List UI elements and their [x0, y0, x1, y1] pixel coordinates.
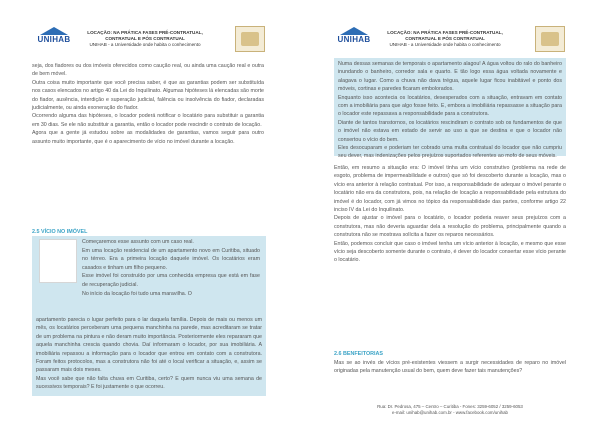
page-header: LOCAÇÃO: NA PRÁTICA FASES PRÉ-CONTRATUAL, CONTRATUAL E PÓS CONTRATUAL UNIHAB - a Universidade onde habita o conhecimento — [87, 30, 203, 47]
page-footer: Rua: Dr. Pedrosa, 475 – Centro – Curitiba - Fones: 3259-6052 / 3259-6053 e-mail: unihab@unihab.com.br - www.facebook.com/unihab — [377, 404, 523, 415]
page-header: LOCAÇÃO: NA PRÁTICA FASES PRÉ-CONTRATUAL, CONTRATUAL E PÓS CONTRATUAL UNIHAB - a Universidade onde habita o conhecimento — [387, 30, 503, 47]
case-body: apartamento parecia o lugar perfeito para o lar daquela família. Depois de mais ou menos um mês, os locatários perceberam uma pequena manchinha na parede, mas acreditaram se tratar de um problema na pintura e não deram muito importância. Posteriormente eles repararam que aquela manchinha crescia quando chovia. Daí informaram o locador, por sua imobiliária. A imobiliária repassou a informação para o locador que entrou em contato com a construtora. Foram feitos protocolos, mas a construtora não foi até o local verificar a situação, e, assim se passaram mais dois meses. Mas você sabe que não falta chuva em Curitiba, certo? E quem nunca viu uma semana de sucessivos temporais? E foi justamente o que ocorreu. — [36, 317, 262, 391]
right-body-text: Então, em resumo a situação era: O imóvel tinha um vício construtivo (problema na rede de esgoto, problema de impermeabilidade e outros) que só foi descoberto durante a locação, mas o vício era anterior à relação contratual. Por isso, a responsabilidade de adequar o imóvel perante o locatário não era da construtora, pois, na relação de locação a responsabilidade pela estrutura do imóvel é do locador, com já vimos no tópico da responsabilidade das partes, conforme artigo 22 inciso IV da Lei do Inquilinato. Depois de ajustar o imóvel para o locatário, o locador poderia reaver seus prejuízos com a construtora, mas não deveria aguardar dela a resolução do problema, principalmente quando a construtora não se mostrava solícita a fazer os reparos necessários. Então, podemos concluir que caso o imóvel tenha um vício anterior à locação, e mesmo que esse vício seja descoberto somente durante o contrato, é dever do locador consertar esse vício perante o locatário. — [334, 165, 566, 264]
case-intro: Começaremos esse assunto com um caso real. Em uma locação residencial de um apartamento novo em Curitiba, situado no térreo. Era a primeira locação daquele imóvel. Os locatários eram casados e tinham um filho pequeno. Esse imóvel foi construído por uma conhecida empresa que está em fase de recuperação judicial. No início da locação foi tudo uma maravilha. O — [82, 239, 260, 297]
closing-paragraph: Mas se ao invés de vícios pré-existentes viessem a surgir necessidades de reparo no imóvel originadas pela manutenção usual do bem, quem deve fazer tais manutenções? — [334, 360, 566, 375]
unihab-logo: UNIHAB — [332, 27, 376, 49]
seal-badge-icon — [235, 26, 265, 52]
image-placeholder — [39, 239, 77, 283]
case-continued-text: Numa dessas semanas de temporais o apartamento alagou! A água voltou do ralo do banheiro inundando o banheiro, corredor sala e quarto. E tão logo essa água voltada novamente e alagava o lugar. Como a chuva não dava trégua, aquele lugar ficou inabitável e ponto dos móveis, cortinas e paredes ficaram embolorados. Enquanto isso acontecia os locatários, desesperados com a situação, entravam em contato com a imobiliária para que algo fosse feito. E, embora a imobiliária repassasse a situação para o locador este repassava a responsabilidade para a construtora. Diante de tantos transtornos, os locatários rescindiram o contrato sob os fundamentos de que o imóvel não estava em estado de servir ao uso a que se destina e que o locador não consertou o vício do bem. Eles desocuparam e poderiam ter cobrado uma multa contratual do locador que não cumpriu seu dever, mas indenizações pelos prejuízos suportados referentes ao mofo de seus móveis. — [338, 61, 562, 160]
left-body-text: seja, dos fiadores ou dos imóveis oferecidos como caução real, ou ainda uma caução real e outra de bem móvel. Outra coisa muito importante que você precisa saber, é que as garantias podem ser substituída nos casos elencados no artigo 40 da Lei do Inquilinato. Algumas hipóteses lá elencadas são morte do fiador, ausência, interdição e superação judicial, falência ou insolvência do fiador, declaradas judicialmente, ou ainda exoneração do fiador. Ocorrendo alguma das hipóteses, o locador poderá notificar o locatário para substituir a garantia em 30 dias. Se ele não substituir a garantia, então o locador pode rescindir o contrato de locação. Agora que a gente já estudou sobre as modalidades de garantias, vamos seguir para outro assunto muito importante, que é o aparecimento de vício no imóvel durante a locação. — [32, 63, 264, 145]
section-title: 2.5 VÍCIO NO IMÓVEL — [32, 229, 88, 235]
right-page — [300, 0, 600, 424]
unihab-logo: UNIHAB — [32, 27, 76, 49]
section-title: 2.6 BENFEITORIAS — [334, 351, 384, 357]
seal-badge-icon — [535, 26, 565, 52]
